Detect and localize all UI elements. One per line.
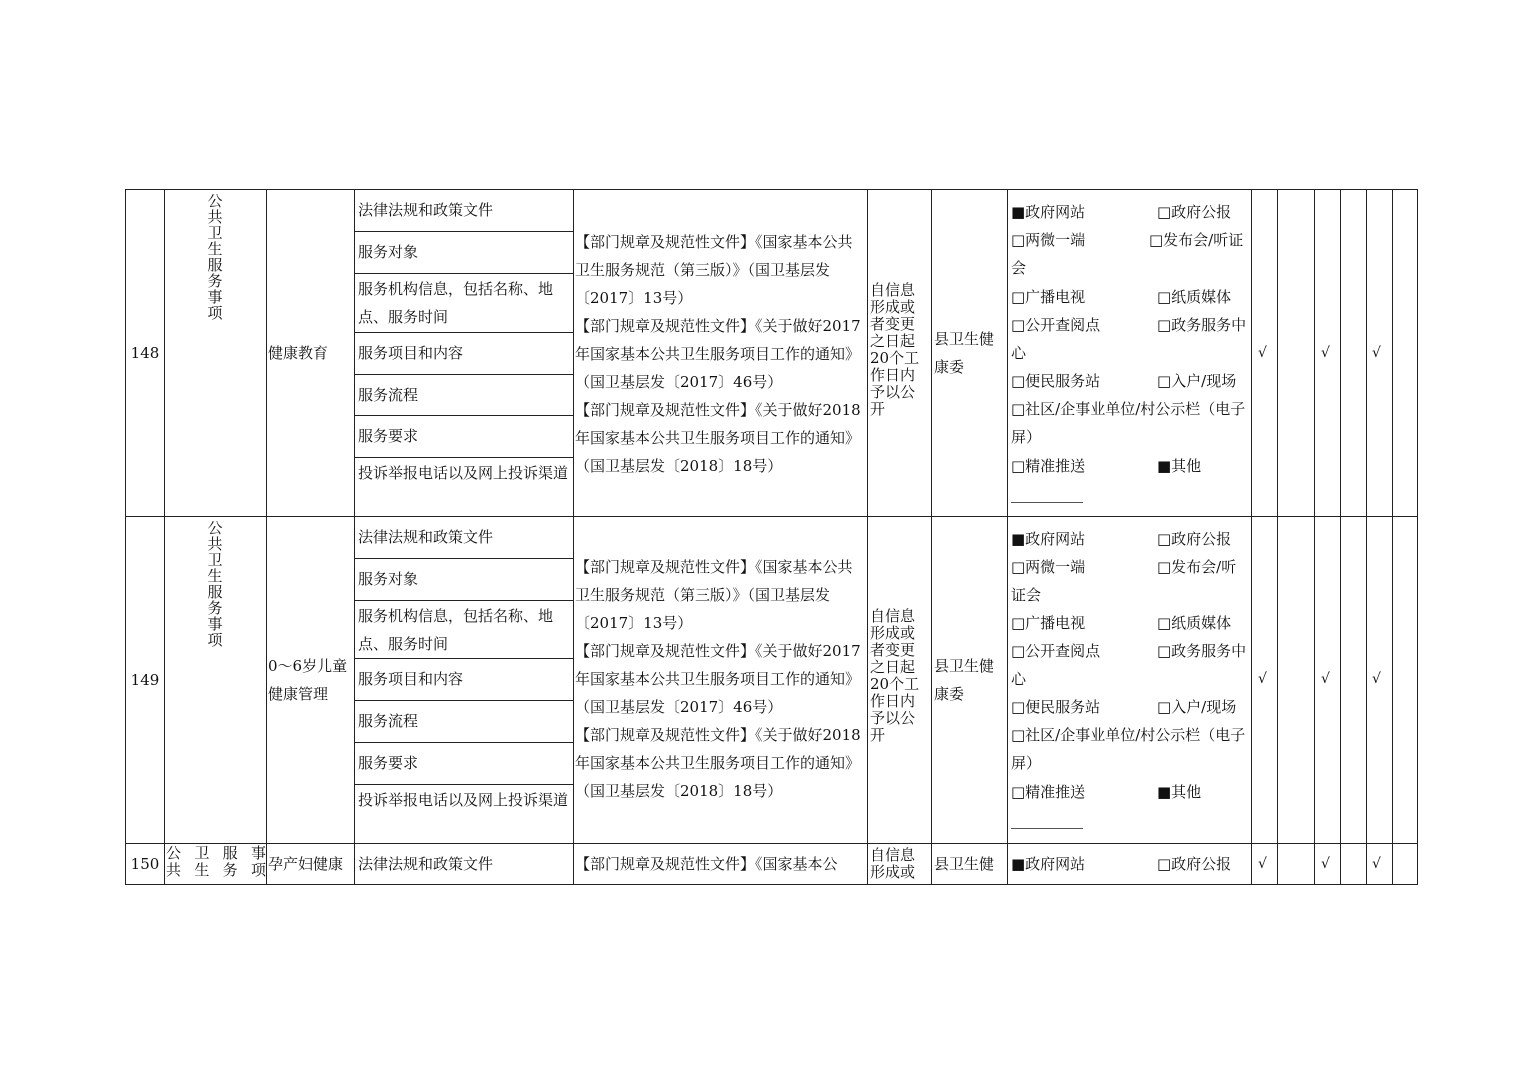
disclosure-timeline: 自信息形成或 <box>870 846 916 881</box>
check-mark: √ <box>1372 345 1381 361</box>
item: 服务对象 <box>358 243 419 261</box>
channel-option: □政府公报 <box>1157 203 1232 221</box>
legal-basis: 【部门规章及规范性文件】《国家基本公共卫生服务规范（第三版）》（国卫基层发〔2017〕13号） 【部门规章及规范性文件】《关于做好2017年国家基本公共卫生服务项目工作的通知》（国卫基层发〔2017〕46号） 【部门规章及规范性文件】《关于做好2018年国家基本公共卫生服务项目工作的通知》（国卫基层发〔2018〕18号） <box>575 558 861 800</box>
disclosure-timeline: 自信息形成或者变更之日起20个工作日内予以公开 <box>870 281 920 418</box>
item: 服务流程 <box>358 712 419 730</box>
item: 服务机构信息，包括名称、地点、服务时间 <box>358 607 554 653</box>
item: 服务对象 <box>358 570 419 588</box>
check-mark: √ <box>1321 345 1330 361</box>
channel-option: □两微一端 <box>1011 558 1086 576</box>
check-mark: √ <box>1321 671 1330 687</box>
subcategory: 孕产妇健康 <box>268 855 344 873</box>
check-mark: √ <box>1372 671 1381 687</box>
legal-basis: 【部门规章及规范性文件】《国家基本公共卫生服务规范（第三版）》（国卫基层发〔2017〕13号） 【部门规章及规范性文件】《关于做好2017年国家基本公共卫生服务项目工作的通知》（国卫基层发〔2017〕46号） 【部门规章及规范性文件】《关于做好2018年国家基本公共卫生服务项目工作的通知》（国卫基层发〔2018〕18号） <box>575 233 861 475</box>
item: 服务流程 <box>358 386 419 404</box>
channel-option: □政务服务中心 <box>1011 642 1247 688</box>
subcategory: 健康教育 <box>268 344 329 362</box>
channel-option: □政府公报 <box>1157 530 1232 548</box>
channel-option: □入户/现场 <box>1157 698 1237 716</box>
category-vertical: 公 共 卫 生 服 务 事 项 <box>207 192 223 322</box>
subcategory: 0～6岁儿童健康管理 <box>268 657 348 703</box>
blank-underline <box>1011 502 1083 503</box>
channel-option: □精准推送 <box>1011 783 1086 801</box>
item: 投诉举报电话以及网上投诉渠道 <box>358 791 569 809</box>
item: 法律法规和政策文件 <box>358 528 494 546</box>
channel-option: □公开查阅点 <box>1011 642 1101 660</box>
channel-option: □广播电视 <box>1011 614 1086 632</box>
channel-option: ■政府网站 <box>1011 203 1086 221</box>
check-mark: √ <box>1258 671 1267 687</box>
item: 投诉举报电话以及网上投诉渠道 <box>358 464 569 482</box>
channel-option: □纸质媒体 <box>1157 288 1232 306</box>
row-number: 149 <box>130 671 160 689</box>
channel-option: □纸质媒体 <box>1157 614 1232 632</box>
item: 服务要求 <box>358 427 419 445</box>
item: 法律法规和政策文件 <box>358 855 494 873</box>
item: 服务项目和内容 <box>358 344 464 362</box>
category-line: 共 生 务 项 <box>166 861 266 879</box>
disclosure-timeline: 自信息形成或者变更之日起20个工作日内予以公开 <box>870 607 920 744</box>
category-line: 公 卫 服 事 <box>166 844 266 862</box>
channel-option: ■其他 <box>1157 783 1202 801</box>
check-mark: √ <box>1258 856 1267 872</box>
check-mark: √ <box>1258 345 1267 361</box>
channel-option: ■其他 <box>1157 457 1202 475</box>
channel-option: □便民服务站 <box>1011 698 1101 716</box>
channel-option: □便民服务站 <box>1011 372 1101 390</box>
channel-option: □发布会/听证会 <box>1011 558 1237 604</box>
responsible-agency: 县卫生健康委 <box>934 330 995 376</box>
channel-option: □政务服务中心 <box>1011 316 1247 362</box>
responsible-agency: 县卫生健 <box>934 855 995 873</box>
row-number: 150 <box>130 855 160 873</box>
item: 服务机构信息，包括名称、地点、服务时间 <box>358 280 554 326</box>
check-mark: √ <box>1372 856 1381 872</box>
channel-option: □精准推送 <box>1011 457 1086 475</box>
legal-basis: 【部门规章及规范性文件】《国家基本公 <box>575 855 838 873</box>
item: 服务要求 <box>358 754 419 772</box>
row-number: 148 <box>130 344 160 362</box>
channel-option: □发布会/听证会 <box>1011 231 1244 277</box>
channel-option: □社区/企事业单位/村公示栏（电子屏） <box>1011 400 1246 446</box>
channel-option: □入户/现场 <box>1157 372 1237 390</box>
channel-option: □两微一端 <box>1011 231 1086 249</box>
blank-underline <box>1011 828 1083 829</box>
item: 服务项目和内容 <box>358 670 464 688</box>
channel-option: □政府公报 <box>1157 855 1232 873</box>
channel-option: ■政府网站 <box>1011 530 1086 548</box>
channel-option: □广播电视 <box>1011 288 1086 306</box>
category-vertical: 公 共 卫 生 服 务 事 项 <box>207 519 223 649</box>
channel-option: □公开查阅点 <box>1011 316 1101 334</box>
check-mark: √ <box>1321 856 1330 872</box>
item: 法律法规和政策文件 <box>358 201 494 219</box>
responsible-agency: 县卫生健康委 <box>934 657 995 703</box>
channel-option: ■政府网站 <box>1011 855 1086 873</box>
channel-option: □社区/企事业单位/村公示栏（电子屏） <box>1011 726 1246 772</box>
